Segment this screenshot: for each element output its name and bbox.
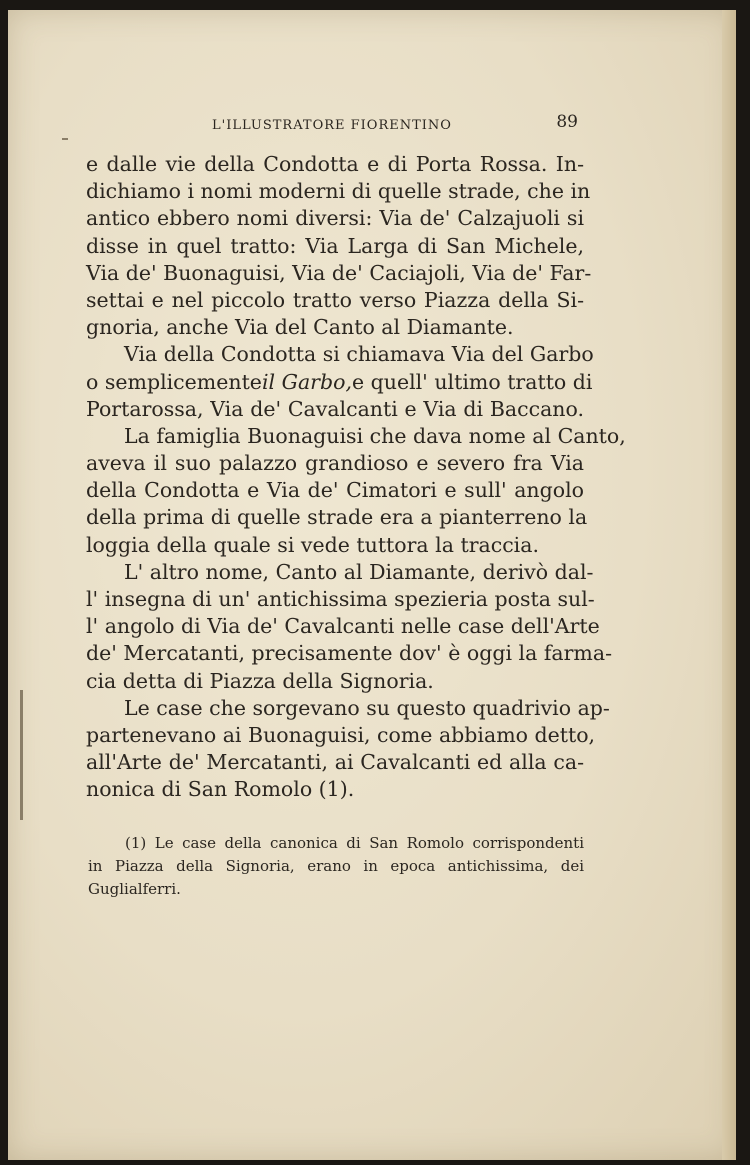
footnote-line: (1) Le case della canonica di San Romolo corrispondenti: [125, 834, 584, 852]
book-page: [8, 10, 736, 1160]
text-line: dichiamo i nomi moderni di quelle strade, che in: [86, 179, 591, 204]
text-segment: o semplicemente: [86, 369, 262, 394]
footnote: [88, 832, 584, 901]
text-line: all'Arte de' Mercatanti, ai Cavalcanti ed alla ca-: [86, 750, 584, 775]
italic-text: il Garbo,: [261, 369, 352, 394]
body-text: [86, 151, 626, 804]
footnote-line: Guglialferri.: [88, 880, 181, 898]
text-line: della Condotta e Via de' Cimatori e sull' angolo: [86, 478, 584, 503]
text-segment: e quell' ultimo tratto di: [351, 369, 593, 394]
text-line: l' angolo di Via de' Cavalcanti nelle case dell'Arte: [86, 614, 600, 639]
page-header: [80, 112, 578, 142]
text-line: L' altro nome, Canto al Diamante, derivò dal-: [124, 559, 594, 584]
text-line: settai e nel piccolo tratto verso Piazza della Si-: [86, 287, 584, 312]
text-line: Via de' Buonaguisi, Via de' Caciajoli, Via de' Far-: [86, 260, 592, 285]
text-line: Portarossa, Via de' Cavalcanti e Via di Baccano.: [86, 396, 584, 421]
margin-tick: [62, 138, 68, 140]
text-line: Le case che sorgevano su questo quadrivio ap-: [124, 695, 610, 720]
text-line: cia detta di Piazza della Signoria.: [86, 668, 434, 693]
running-title: L'ILLUSTRATORE FIORENTINO: [212, 118, 452, 133]
text-line: e dalle vie della Condotta e di Porta Rossa. In-: [86, 152, 584, 176]
text-line: antico ebbero nomi diversi: Via de' Calzajuoli si: [86, 206, 584, 231]
text-line: disse in quel tratto: Via Larga di San Michele,: [86, 233, 584, 258]
text-line: l' insegna di un' antichissima spezieria posta sul-: [86, 587, 595, 611]
text-line: de' Mercatanti, precisamente dov' è oggi la farma-: [86, 641, 613, 666]
text-line-mixed: [86, 369, 593, 396]
margin-mark: [20, 690, 23, 820]
text-line: gnoria, anche Via del Canto al Diamante.: [86, 315, 514, 340]
page-edge: [722, 10, 736, 1160]
text-line: della prima di quelle strade era a pianterreno la: [86, 505, 588, 530]
text-line: aveva il suo palazzo grandioso e severo fra Via: [86, 451, 584, 476]
text-line: nonica di San Romolo (1).: [86, 777, 355, 802]
page-number: 89: [556, 112, 578, 132]
text-line: La famiglia Buonaguisi che dava nome al Canto,: [124, 423, 626, 448]
footnote-line: in Piazza della Signoria, erano in epoca antichissima, dei: [88, 857, 584, 875]
text-line: loggia della quale si vede tuttora la traccia.: [86, 532, 539, 557]
text-line: Via della Condotta si chiamava Via del Garbo: [124, 342, 594, 367]
text-line: partenevano ai Buonaguisi, come abbiamo detto,: [86, 722, 596, 747]
